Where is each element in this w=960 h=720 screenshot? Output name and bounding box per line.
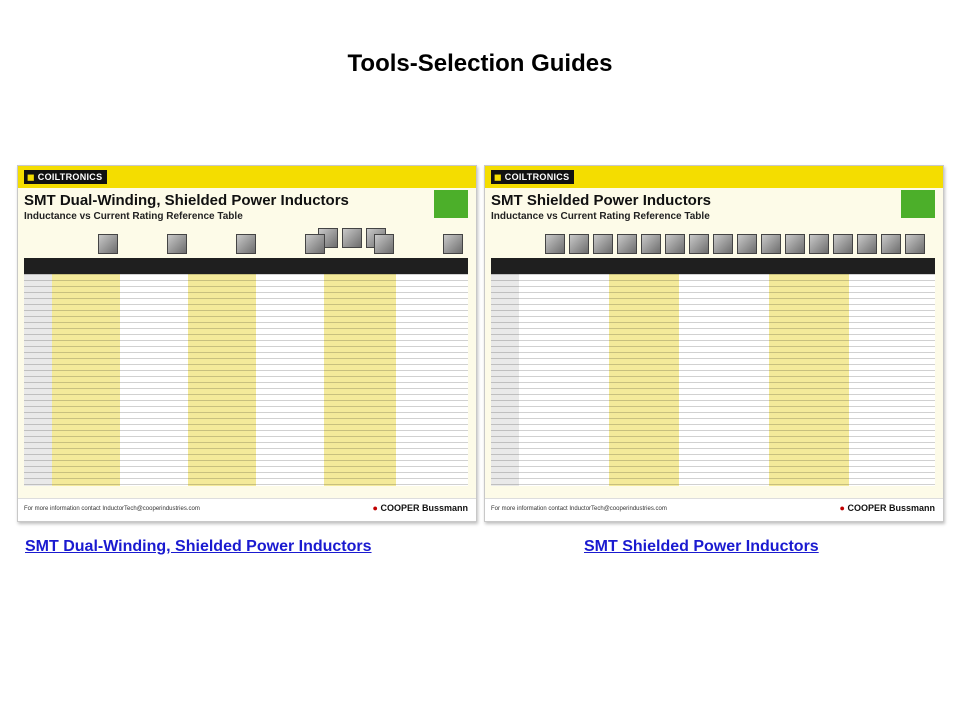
part-images-row <box>545 234 925 258</box>
inductor-image-icon <box>833 234 853 254</box>
inductor-image-icon <box>737 234 757 254</box>
dual-winding-reference-sheet[interactable] <box>17 165 477 522</box>
inductance-table <box>24 258 468 486</box>
coiltronics-logo: ◼ COILTRONICS <box>491 170 574 184</box>
inductor-image-icon <box>761 234 781 254</box>
cooper-bussmann-logo: ● COOPER Bussmann <box>839 503 935 513</box>
inductor-image-icon <box>905 234 925 254</box>
inductor-image-icon <box>98 234 118 254</box>
sheet-subtitle: Inductance vs Current Rating Reference Table <box>24 211 243 222</box>
inductor-image-icon <box>236 234 256 254</box>
inductor-image-icon <box>785 234 805 254</box>
part-images-row <box>98 234 463 258</box>
inductor-image-icon <box>593 234 613 254</box>
inductor-image-icon <box>713 234 733 254</box>
sheet-title: SMT Dual-Winding, Shielded Power Inductors <box>24 192 349 209</box>
inductor-image-icon <box>443 234 463 254</box>
table-header <box>491 258 935 274</box>
inductor-image-icon <box>167 234 187 254</box>
sheet-top-bar <box>18 166 476 188</box>
inductor-image-icon <box>857 234 877 254</box>
rohs-badge-icon <box>434 190 468 218</box>
inductor-image-icon <box>641 234 661 254</box>
footer-text: For more information contact InductorTech@cooperindustries.com <box>491 506 667 512</box>
shielded-reference-sheet[interactable] <box>484 165 944 522</box>
sheet-footer <box>485 498 943 521</box>
inductor-image-icon <box>689 234 709 254</box>
inductor-image-icon <box>665 234 685 254</box>
inductor-image-icon <box>881 234 901 254</box>
inductor-image-icon <box>305 234 325 254</box>
sheet-subtitle: Inductance vs Current Rating Reference Table <box>491 211 710 222</box>
dual-winding-inductors-link[interactable]: SMT Dual-Winding, Shielded Power Inductors <box>25 538 372 555</box>
inductor-image-icon <box>545 234 565 254</box>
table-header <box>24 258 468 274</box>
slide-title: Tools-Selection Guides <box>347 50 613 77</box>
inductance-table <box>491 258 935 486</box>
inductor-image-icon <box>809 234 829 254</box>
inductor-image-icon <box>617 234 637 254</box>
shielded-inductors-link[interactable]: SMT Shielded Power Inductors <box>584 538 819 555</box>
coiltronics-logo: ◼ COILTRONICS <box>24 170 107 184</box>
footer-text: For more information contact InductorTech@cooperindustries.com <box>24 506 200 512</box>
sheet-footer <box>18 498 476 521</box>
table-rows <box>24 274 468 486</box>
table-rows <box>491 274 935 486</box>
sheet-title: SMT Shielded Power Inductors <box>491 192 712 209</box>
inductor-image-icon <box>569 234 589 254</box>
inductor-image-icon <box>374 234 394 254</box>
rohs-badge-icon <box>901 190 935 218</box>
sheet-top-bar <box>485 166 943 188</box>
cooper-bussmann-logo: ● COOPER Bussmann <box>372 503 468 513</box>
